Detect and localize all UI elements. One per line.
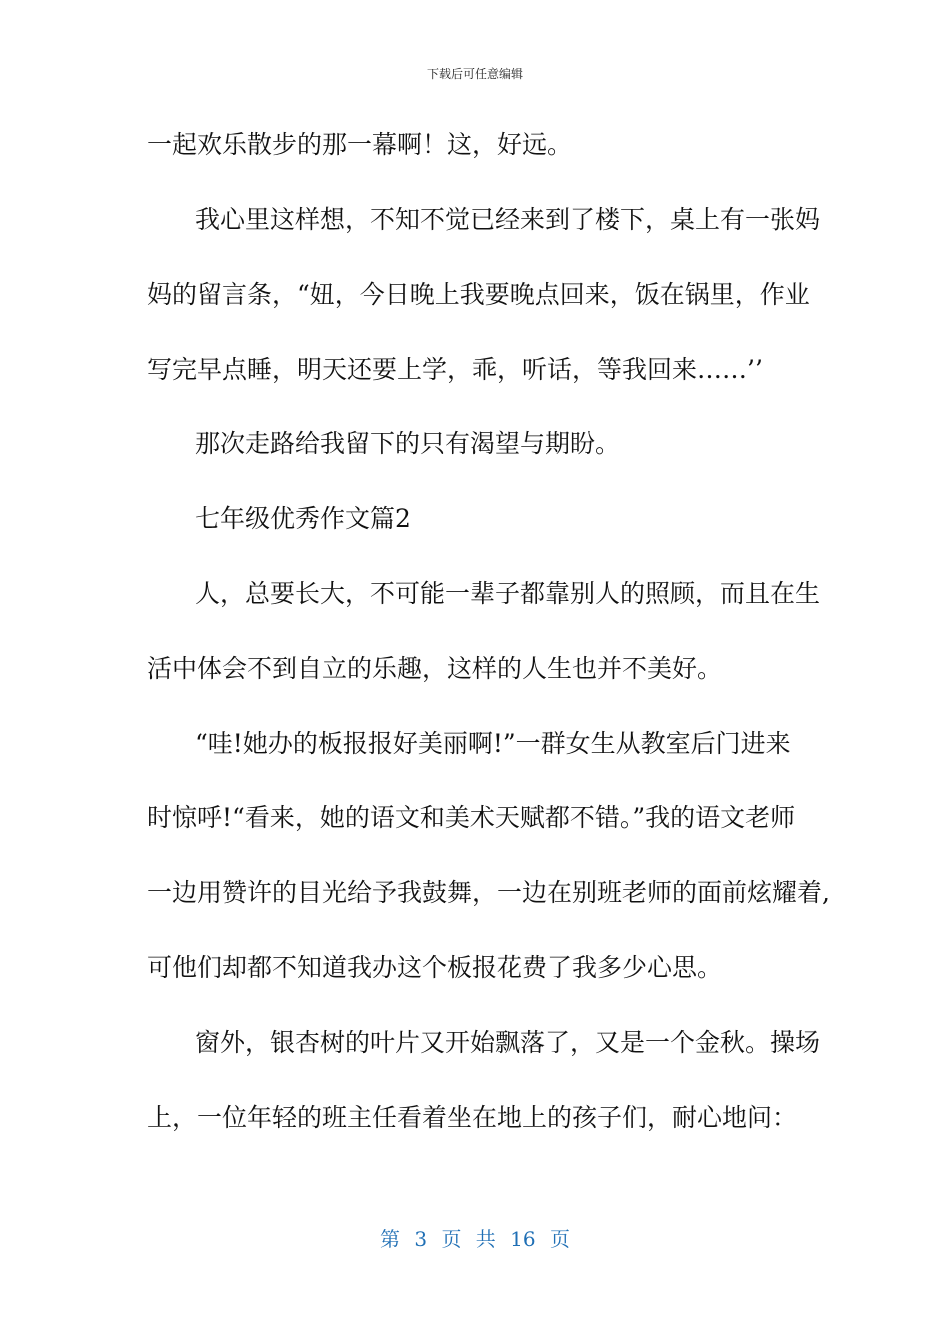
text-line: 一边用赞许的目光给予我鼓舞，一边在别班老师的面前炫耀着, (147, 878, 830, 907)
text-line: 一起欢乐散步的那一幕啊！这，好远。 (147, 130, 573, 159)
text-line: 妈的留言条，“妞，今日晚上我要晚点回来，饭在锅里，作业 (147, 280, 810, 309)
text-line: 上，一位年轻的班主任看着坐在地上的孩子们，耐心地问： (147, 1103, 798, 1132)
text-line: 可他们却都不知道我办这个板报花费了我多少心思。 (147, 953, 723, 982)
page-header: 下载后可任意编辑 (426, 67, 523, 81)
page-number: 第 3 页 共 16 页 (380, 1227, 570, 1251)
text-line: 写完早点睡，明天还要上学，乖，听话，等我回来……’’ (147, 355, 763, 384)
text-line: “哇!她办的板报报好美丽啊!”一群女生从教室后门进来 (195, 729, 791, 758)
section-heading: 七年级优秀作文篇2 (195, 504, 411, 533)
text-line: 我心里这样想，不知不觉已经来到了楼下，桌上有一张妈 (195, 205, 821, 234)
text-line: 活中体会不到自立的乐趣，这样的人生也并不美好。 (147, 654, 723, 683)
text-line: 那次走路给我留下的只有渴望与期盼。 (195, 429, 621, 458)
text-line: 窗外，银杏树的叶片又开始飘落了，又是一个金秋。操场 (195, 1028, 821, 1057)
text-line: 时惊呼!“看来，她的语文和美术天赋都不错。”我的语文老师 (147, 803, 796, 832)
text-line: 人，总要长大，不可能一辈子都靠别人的照顾，而且在生 (195, 579, 821, 608)
